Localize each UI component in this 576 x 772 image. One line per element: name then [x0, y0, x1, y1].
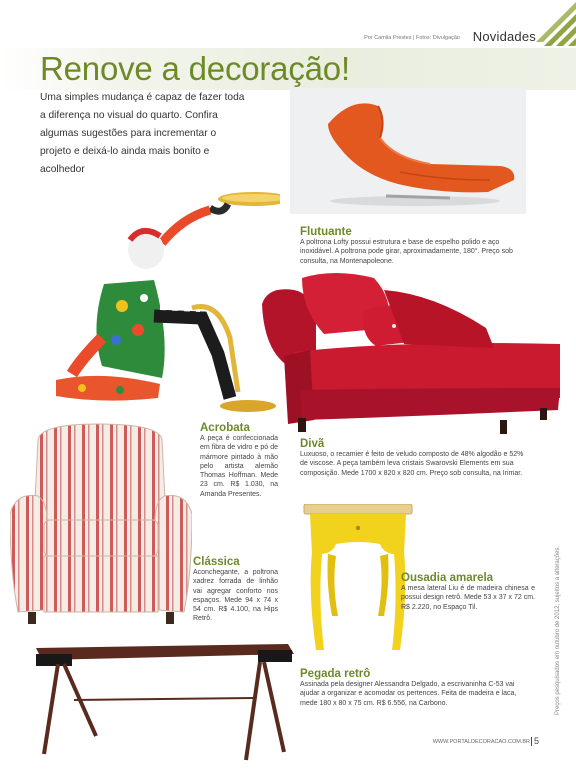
- page-number: 5: [533, 736, 539, 746]
- item-acrobata-title: Acrobata: [200, 422, 250, 434]
- item-ousadia: [401, 572, 535, 612]
- intro-text: Uma simples mudança é capaz de fazer toda a diferença no visual do quarto. Confira algumas sugestões para incrementar o projeto e deixá-lo ainda mais bonito e acolhedor: [40, 92, 245, 175]
- lounge-chair-photo: [290, 88, 526, 214]
- acrobat-sculpture-photo: [42, 188, 280, 416]
- item-classica: [193, 556, 278, 624]
- item-diva-title: Divã: [300, 438, 325, 450]
- footer-divider: [531, 737, 532, 746]
- photo-credit: Por Camila Prestes | Fotos: Divulgação: [364, 35, 460, 41]
- item-classica-title: Clássica: [193, 556, 240, 568]
- page-header: [0, 0, 576, 46]
- page-title: Renove a decoração!: [40, 50, 350, 87]
- corner-stripes: [536, 0, 576, 46]
- item-diva-text: Luxuoso, o recamier é feito de veludo composto de 48% algodão e 52% de viscose. A peça também leva cristais Swarovski Elements em sua composição. Mede 1700 x 820 x 820 cm. Preço sob consulta, na Irimar.: [300, 451, 524, 477]
- item-flutuante-title: Flutuante: [300, 226, 352, 238]
- red-chaise-photo: [254, 270, 564, 450]
- footer-url[interactable]: WWW.PORTALDECORACAO.COM.BR: [432, 739, 530, 745]
- striped-armchair-photo: [10, 422, 192, 632]
- item-classica-text: Aconchegante, a poltrona xadrez forrada de linhão vai agregar conforto nos espaços. Mede 94 x 74 x 54 cm. R$ 4.100, na Hips Retrô.: [193, 569, 278, 623]
- price-disclaimer-text: Preços pesquisados em outubro de 2012, sujeitos a alterações.: [555, 545, 561, 715]
- yellow-side-table-photo: [298, 504, 418, 654]
- item-pegada-title: Pegada retrô: [300, 668, 371, 680]
- price-disclaimer: [547, 545, 561, 715]
- item-diva: [300, 438, 532, 478]
- item-flutuante: [300, 226, 532, 266]
- item-acrobata-text: A peça é confeccionada em fibra de vidro e pó de mármore pintado à mão pelo artista alemão Thomas Hoffman. Mede 23 cm. R$ 1.030, na Amanda Presentes.: [200, 435, 278, 498]
- item-ousadia-title: Ousadia amarela: [401, 572, 494, 584]
- item-ousadia-text: A mesa lateral Liu é de madeira chinesa e possui design retrô. Mede 53 x 37 x 72 cm. R$ 2.220, no Espaço Til.: [401, 585, 535, 611]
- item-pegada: [300, 668, 534, 708]
- retro-desk-photo: [34, 640, 296, 766]
- item-pegada-text: Assinada pela designer Alessandra Delgado, a escrivaninha C-53 vai ajudar a organizar e acomodar os pertences. Feita de madeira e laca, mede 180 x 80 x 75 cm. R$ 6.556, na Carbono.: [300, 681, 517, 707]
- item-flutuante-text: A poltrona Lofty possui estrutura e base de espelho polido e aço inoxidável. A poltrona pode girar, aproximadamente, 180°. Preço sob consulta, na Montenapoleone.: [300, 239, 513, 265]
- section-label: Novidades: [472, 29, 536, 44]
